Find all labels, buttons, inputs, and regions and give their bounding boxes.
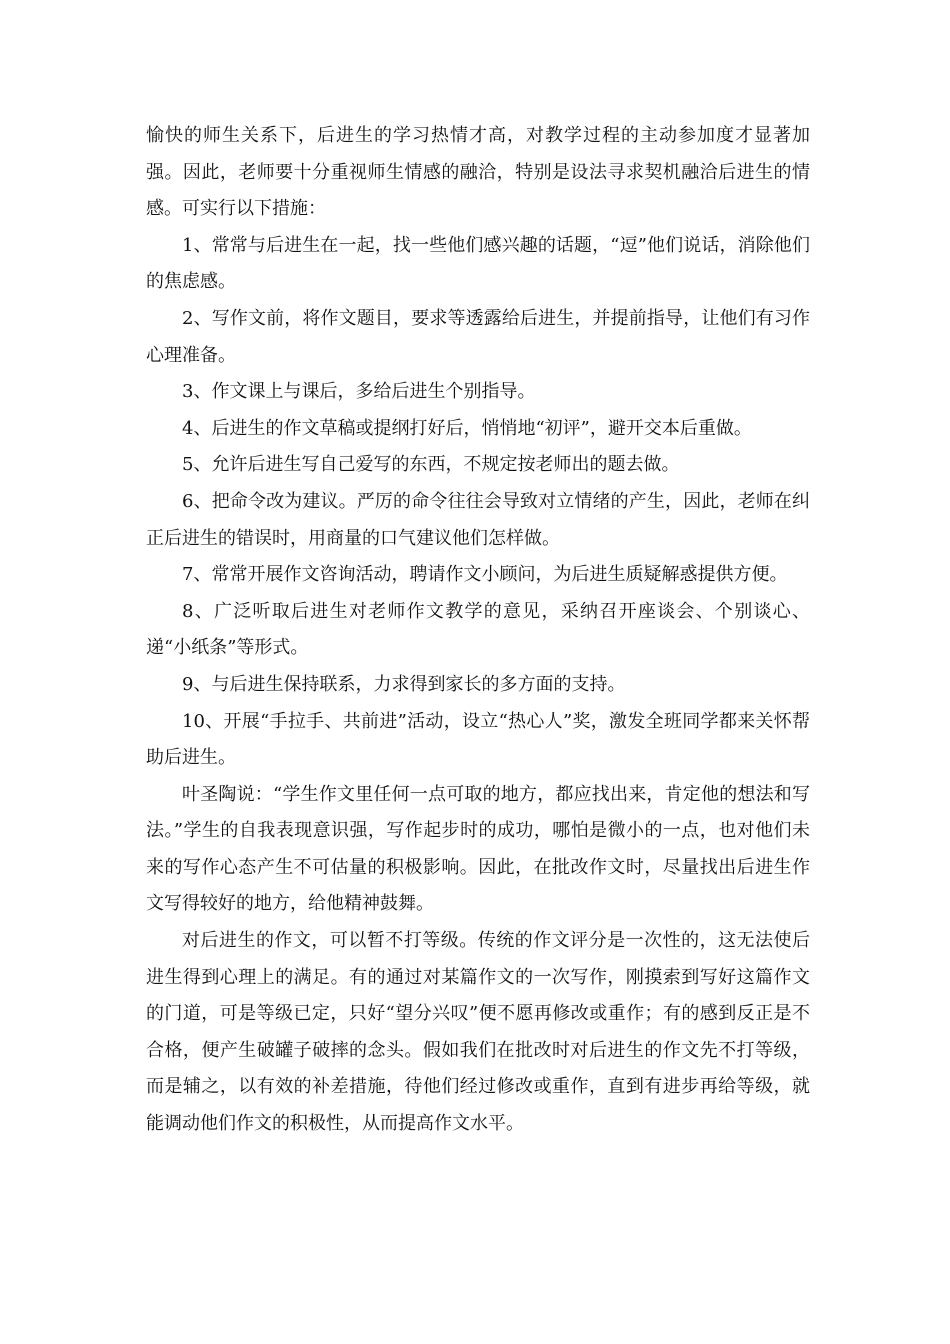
paragraph-grading: 对后进生的作文，可以暂不打等级。传统的作文评分是一次性的，这无法使后进生得到心理上的满足。有的通过对某篇作文的一次写作，刚摸索到写好这篇作文的门道，可是等级已定，只好“望分兴叹”便不愿再修改或重作；有的感到反正是不合格，便产生破罐子破摔的念头。假如我们在批改时对后进生的作文先不打等级，而是辅之，以有效的补差措施，待他们经过修改或重作，直到有进步再给等级，就能调动他们作文的积极性，从而提高作文水平。 [146, 930, 810, 1135]
paragraph-measure-4: 4、后进生的作文草稿或提纲打好后，悄悄地“初评”，避开交本后重做。 [182, 417, 752, 439]
paragraph-intro: 愉快的师生关系下，后进生的学习热情才高，对教学过程的主动参加度才显著加强。因此，老师要十分重视师生情感的融洽，特别是设法寻求契机融洽后进生的情感。可实行以下措施： [146, 125, 810, 220]
paragraph-measure-8: 8、广泛听取后进生对老师作文教学的意见，采纳召开座谈会、个别谈心、递“小纸条”等形式。 [146, 600, 810, 659]
paragraph-measure-9: 9、与后进生保持联系，力求得到家长的多方面的支持。 [182, 673, 626, 695]
paragraph-measure-10: 10、开展“手拉手、共前进”活动，设立“热心人”奖，激发全班同学都来关怀帮助后进生。 [146, 710, 810, 769]
paragraph-measure-1: 1、常常与后进生在一起，找一些他们感兴趣的话题，“逗”他们说话，消除他们的焦虑感。 [146, 234, 810, 293]
document-body [146, 118, 810, 1143]
paragraph-measure-6: 6、把命令改为建议。严厉的命令往往会导致对立情绪的产生，因此，老师在纠正后进生的错误时，用商量的口气建议他们怎样做。 [146, 490, 810, 549]
paragraph-measure-3: 3、作文课上与课后，多给后进生个别指导。 [182, 381, 536, 403]
paragraph-measure-5: 5、允许后进生写自己爱写的东西，不规定按老师出的题去做。 [182, 454, 680, 476]
paragraph-ye-shengtao-quote: 叶圣陶说：“学生作文里任何一点可取的地方，都应找出来，肯定他的想法和写法。”学生的自我表现意识强，写作起步时的成功，哪怕是微小的一点，也对他们未来的写作心态产生不可估量的积极影响。因此，在批改作文时，尽量找出后进生作文写得较好的地方，给他精神鼓舞。 [146, 783, 810, 915]
paragraph-measure-7: 7、常常开展作文咨询活动，聘请作文小顾问，为后进生质疑解惑提供方便。 [182, 564, 788, 586]
paragraph-measure-2: 2、写作文前，将作文题目，要求等透露给后进生，并提前指导，让他们有习作心理准备。 [146, 307, 810, 366]
